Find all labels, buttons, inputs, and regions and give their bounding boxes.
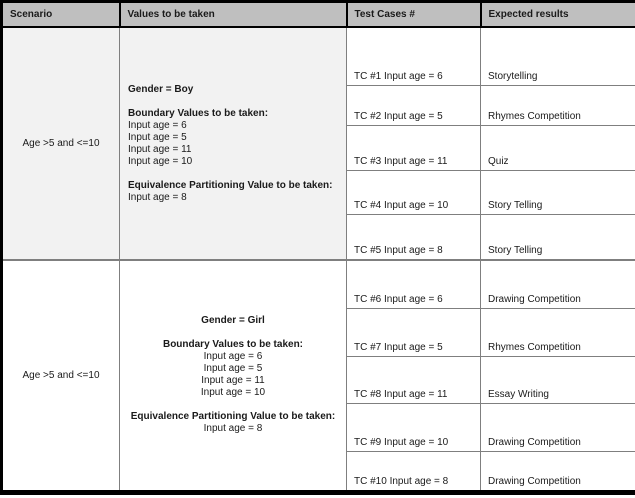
expected-result-cell: Rhymes Competition bbox=[481, 308, 635, 356]
column-header-expected-results: Expected results bbox=[481, 2, 635, 28]
test-case-cell: TC #1 Input age = 6 bbox=[347, 27, 481, 85]
test-case-cell: TC #10 Input age = 8 bbox=[347, 451, 481, 492]
test-case-cell: TC #2 Input age = 5 bbox=[347, 85, 481, 125]
expected-result-cell: Drawing Competition bbox=[481, 403, 635, 451]
test-case-row bbox=[2, 260, 635, 308]
test-case-cell: TC #9 Input age = 10 bbox=[347, 403, 481, 451]
expected-result-cell: Drawing Competition bbox=[481, 451, 635, 492]
values-line: Input age = 11 bbox=[128, 143, 192, 155]
expected-result-cell: Essay Writing bbox=[481, 356, 635, 403]
values-line: Boundary Values to be taken: bbox=[162, 339, 304, 351]
scenario-cell: Age >5 and <=10 bbox=[2, 260, 120, 492]
values-cell bbox=[120, 260, 347, 492]
test-case-cell: TC #8 Input age = 11 bbox=[347, 356, 481, 403]
values-line: Input age = 11 bbox=[201, 375, 265, 387]
values-line: Equivalence Partitioning Value to be taken: bbox=[128, 179, 333, 191]
header-row bbox=[2, 2, 635, 28]
test-case-cell: TC #6 Input age = 6 bbox=[347, 260, 481, 308]
expected-result-cell: Quiz bbox=[481, 125, 635, 170]
values-line: Input age = 5 bbox=[128, 131, 187, 143]
values-blank-line bbox=[128, 327, 338, 339]
table-body bbox=[2, 27, 635, 492]
test-case-cell: TC #5 Input age = 8 bbox=[347, 214, 481, 260]
column-header-scenario: Scenario bbox=[2, 2, 120, 28]
table-header bbox=[2, 2, 635, 28]
values-line: Input age = 6 bbox=[203, 351, 263, 363]
values-line: Boundary Values to be taken: bbox=[128, 107, 269, 119]
values-line: Input age = 10 bbox=[128, 155, 193, 167]
values-line: Input age = 6 bbox=[128, 119, 187, 131]
expected-result-cell: Rhymes Competition bbox=[481, 85, 635, 125]
values-line: Input age = 8 bbox=[203, 423, 263, 435]
test-case-cell: TC #7 Input age = 5 bbox=[347, 308, 481, 356]
values-cell bbox=[120, 27, 347, 260]
expected-result-cell: Storytelling bbox=[481, 27, 635, 85]
scenario-cell: Age >5 and <=10 bbox=[2, 27, 120, 260]
expected-result-cell: Story Telling bbox=[481, 214, 635, 260]
values-line: Input age = 5 bbox=[203, 363, 263, 375]
column-header-values-to-be-taken: Values to be taken bbox=[120, 2, 347, 28]
values-line: Gender = Girl bbox=[201, 315, 265, 327]
expected-result-cell: Story Telling bbox=[481, 170, 635, 214]
values-line: Input age = 10 bbox=[200, 387, 266, 399]
values-blank-line bbox=[128, 399, 338, 411]
values-blank-line bbox=[128, 96, 338, 108]
values-line: Equivalence Partitioning Value to be taken: bbox=[130, 411, 336, 423]
test-case-cell: TC #3 Input age = 11 bbox=[347, 125, 481, 170]
test-case-row bbox=[2, 27, 635, 85]
values-line: Input age = 8 bbox=[128, 191, 187, 203]
values-blank-line bbox=[128, 168, 338, 180]
column-header-test-cases: Test Cases # bbox=[347, 2, 481, 28]
test-case-cell: TC #4 Input age = 10 bbox=[347, 170, 481, 214]
values-line: Gender = Boy bbox=[128, 83, 194, 95]
expected-result-cell: Drawing Competition bbox=[481, 260, 635, 308]
